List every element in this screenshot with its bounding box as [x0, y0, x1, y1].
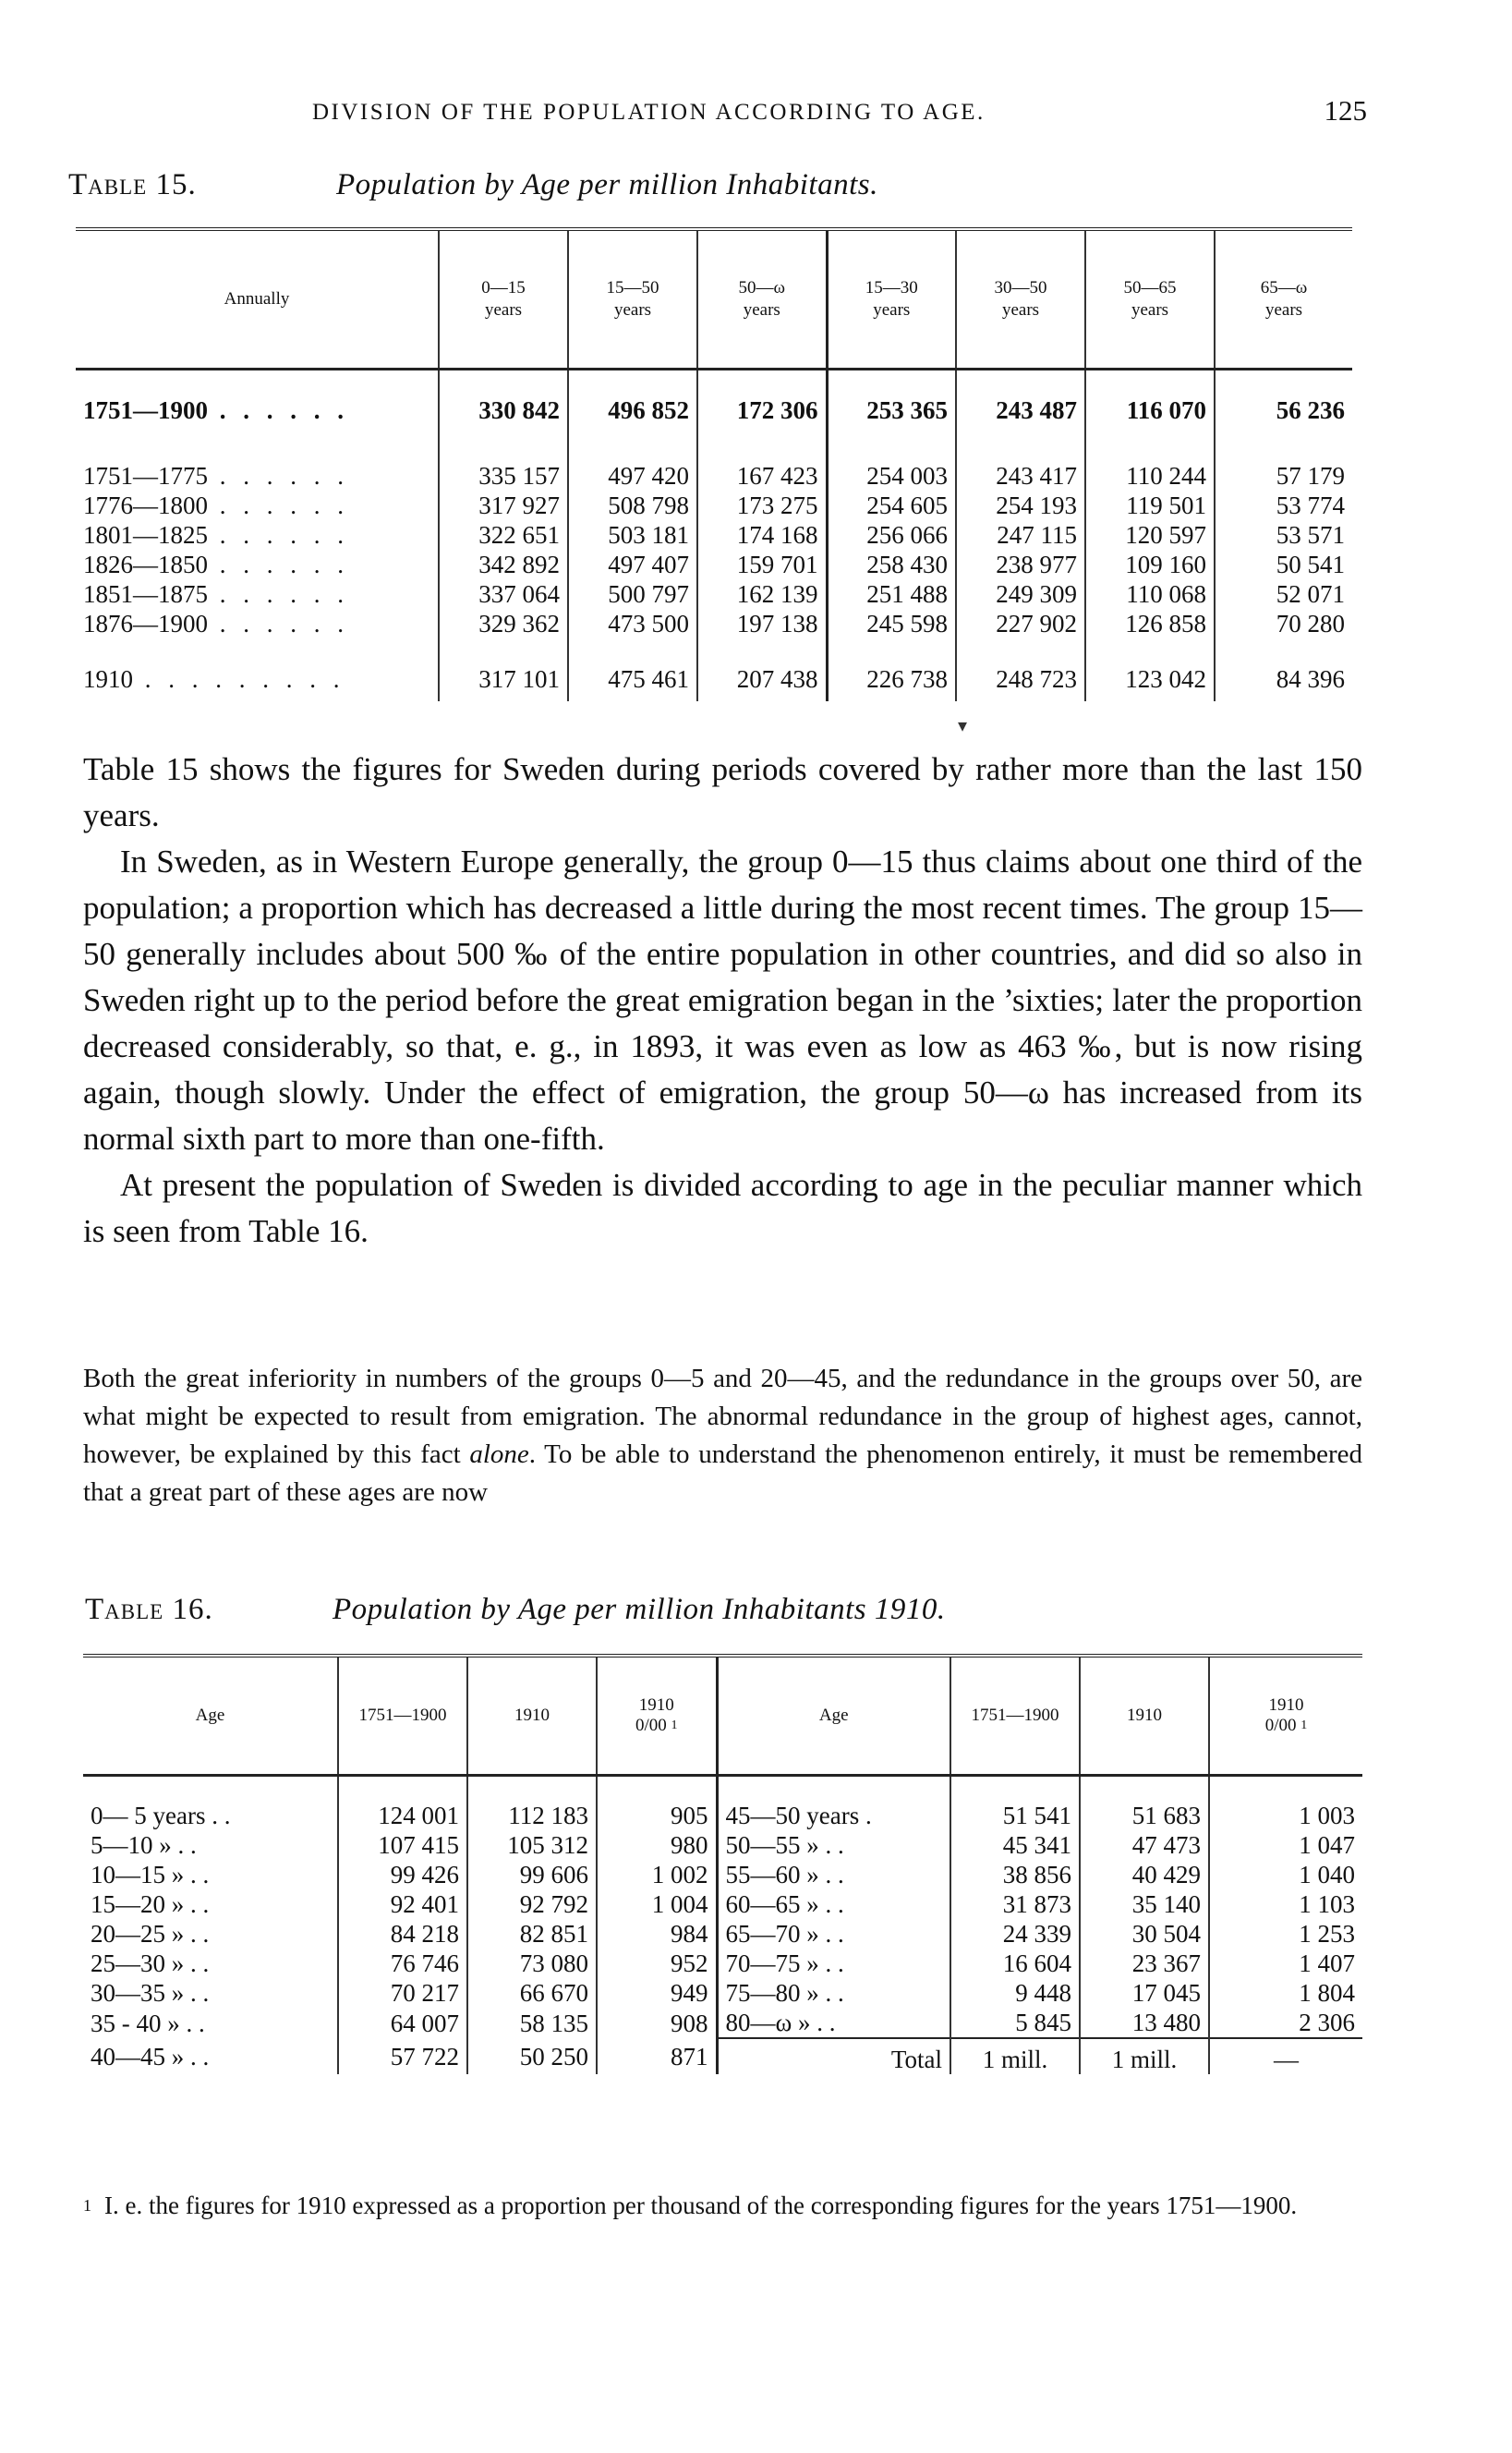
value-1910: 66 670: [467, 1978, 597, 2008]
value-1751-1900: 9 448: [950, 1978, 1080, 2008]
footnote-text: I. e. the figures for 1910 expressed as a proportion per thousand of the corresponding figures for the years 1751—1900.: [104, 2192, 1298, 2219]
age-cell: 30—35 » . .: [91, 1979, 210, 2007]
header-1751-1900-left: 1751—1900: [338, 1656, 467, 1776]
period-cell: [76, 550, 439, 579]
value-cell: 251 488: [827, 579, 956, 609]
value-cell: 52 071: [1215, 579, 1352, 609]
table15: [76, 227, 1352, 701]
value-cell: 335 157: [439, 444, 568, 491]
value-1751-1900: 107 415: [338, 1830, 467, 1860]
value-cell: 342 892: [439, 550, 568, 579]
value-cell: 53 774: [1215, 491, 1352, 520]
age-cell: 5—10 » . .: [91, 1831, 197, 1859]
value-cell: 109 160: [1085, 550, 1215, 579]
table-row: [83, 1978, 1362, 2008]
value-1910: 58 135: [467, 2008, 597, 2038]
period-cell: [76, 609, 439, 651]
value-1751-1900: 64 007: [338, 2008, 467, 2038]
table15-caption: [68, 168, 1361, 210]
table16-title: Population by Age per million Inhabitants 1910.: [333, 1593, 946, 1626]
value-1910: 13 480: [1080, 2008, 1209, 2038]
small-paragraph-after: . To be able to understand the phenomenon entirely, it must be remembered that a great part of these ages are now: [83, 1439, 1362, 1507]
header-15-30: [827, 229, 956, 370]
value-1751-1900: 57 722: [338, 2038, 467, 2074]
table-row: [83, 1949, 1362, 1978]
value-1751-1900: 31 873: [950, 1889, 1080, 1919]
value-cell: 254 605: [827, 491, 956, 520]
table16-caption: [85, 1593, 1378, 1634]
header-permille-right: 1910 0/00 $^1$: [1209, 1656, 1362, 1776]
value-permille: 1 804: [1209, 1978, 1362, 2008]
value-cell: 475 461: [568, 651, 697, 701]
value-permille: 1 103: [1209, 1889, 1362, 1919]
header-age-left: Age: [83, 1656, 338, 1776]
value-cell: 508 798: [568, 491, 697, 520]
value-cell: 256 066: [827, 520, 956, 550]
header-50-65: [1085, 229, 1215, 370]
value-1751-1900: 5 845: [950, 2008, 1080, 2038]
value-cell: 207 438: [697, 651, 827, 701]
table-row: [76, 491, 1352, 520]
value-cell: 167 423: [697, 444, 827, 491]
header-text: years: [484, 300, 523, 320]
value-1751-1900: 24 339: [950, 1919, 1080, 1949]
value-1751-1900: 99 426: [338, 1860, 467, 1889]
value-1910: 35 140: [1080, 1889, 1209, 1919]
value-cell: 243 487: [956, 370, 1085, 445]
table16-body: [83, 1776, 1362, 2075]
age-cell: 80—ω » . .: [717, 2008, 950, 2038]
value-cell: 258 430: [827, 550, 956, 579]
table-row: [76, 579, 1352, 609]
age-cell: 10—15 » . .: [91, 1861, 210, 1888]
age-cell: 25—30 » . .: [91, 1949, 210, 1977]
table-row: [76, 651, 1352, 701]
header-text: 50—65: [1123, 278, 1177, 298]
value-permille: 2 306: [1209, 2008, 1362, 2038]
header-text: 0—15: [481, 278, 526, 298]
period-cell: [76, 651, 439, 701]
value-cell: 249 309: [956, 579, 1085, 609]
header-text: 30—50: [994, 278, 1047, 298]
value-permille: 871: [597, 2038, 717, 2074]
value-cell: 248 723: [956, 651, 1085, 701]
value-cell: 226 738: [827, 651, 956, 701]
header-text: years: [873, 300, 911, 320]
value-cell: 53 571: [1215, 520, 1352, 550]
value-permille: 908: [597, 2008, 717, 2038]
value-permille: 1 040: [1209, 1860, 1362, 1889]
header-annually: [76, 229, 439, 370]
table-row: [76, 550, 1352, 579]
header-text: years: [743, 300, 780, 320]
value-cell: 500 797: [568, 579, 697, 609]
value-cell: 119 501: [1085, 491, 1215, 520]
age-cell: 40—45 » . .: [91, 2042, 210, 2070]
value-cell: 174 168: [697, 520, 827, 550]
value-cell: 254 193: [956, 491, 1085, 520]
value-cell: 322 651: [439, 520, 568, 550]
footnote: [83, 2188, 1376, 2224]
leader-dots: . . . . . . . . .: [133, 665, 345, 693]
value-cell: 330 842: [439, 370, 568, 445]
value-cell: 254 003: [827, 444, 956, 491]
table-row: [76, 520, 1352, 550]
header-text: 65—ω: [1260, 278, 1308, 298]
value-1910: 40 429: [1080, 1860, 1209, 1889]
total-permille: —: [1209, 2038, 1362, 2074]
table16-label: Table 16.: [85, 1593, 213, 1626]
value-cell: 57 179: [1215, 444, 1352, 491]
period-cell: [76, 579, 439, 609]
value-1751-1900: 45 341: [950, 1830, 1080, 1860]
period-cell: [76, 491, 439, 520]
value-1751-1900: 124 001: [338, 1776, 467, 1831]
value-cell: 50 541: [1215, 550, 1352, 579]
body-text: [83, 747, 1362, 1255]
period-label: 1876—1900: [83, 610, 208, 638]
value-cell: 317 927: [439, 491, 568, 520]
header-1910-right: 1910: [1080, 1656, 1209, 1776]
value-1910: 92 792: [467, 1889, 597, 1919]
header-0-15: [439, 229, 568, 370]
leader-dots: . . . . . .: [208, 521, 349, 549]
header-1910-left: 1910: [467, 1656, 597, 1776]
header-30-50: [956, 229, 1085, 370]
header-text: 15—30: [865, 278, 918, 298]
value-permille: 1 047: [1209, 1830, 1362, 1860]
value-cell: 497 407: [568, 550, 697, 579]
period-label: 1751—1775: [83, 462, 208, 490]
table-row: [76, 370, 1352, 445]
value-permille: 1 004: [597, 1889, 717, 1919]
value-cell: 172 306: [697, 370, 827, 445]
header-text: years: [1001, 300, 1040, 320]
period-label: 1776—1800: [83, 492, 208, 519]
value-cell: 253 365: [827, 370, 956, 445]
value-1910: 112 183: [467, 1776, 597, 1831]
value-1910: 73 080: [467, 1949, 597, 1978]
age-cell: 60—65 » . .: [717, 1889, 950, 1919]
value-1751-1900: 76 746: [338, 1949, 467, 1978]
running-head: [83, 94, 1367, 131]
table-row: [83, 1776, 1362, 1831]
header-text: Annually: [224, 289, 290, 309]
value-1910: 105 312: [467, 1830, 597, 1860]
leader-dots: . . . . . .: [208, 610, 349, 638]
value-permille: 984: [597, 1919, 717, 1949]
value-1910: 82 851: [467, 1919, 597, 1949]
table-row: [83, 2008, 1362, 2038]
total-1751-1900: 1 mill.: [950, 2038, 1080, 2074]
age-cell: 75—80 » . .: [717, 1978, 950, 2008]
table-row: [83, 1860, 1362, 1889]
value-permille: 1 407: [1209, 1949, 1362, 1978]
value-cell: 123 042: [1085, 651, 1215, 701]
total-1910: 1 mill.: [1080, 2038, 1209, 2074]
value-1910: 47 473: [1080, 1830, 1209, 1860]
value-cell: 497 420: [568, 444, 697, 491]
period-label: 1826—1850: [83, 551, 208, 578]
value-cell: 70 280: [1215, 609, 1352, 651]
value-permille: 980: [597, 1830, 717, 1860]
value-cell: 317 101: [439, 651, 568, 701]
value-cell: 227 902: [956, 609, 1085, 651]
period-label: 1801—1825: [83, 521, 208, 549]
period-cell: [76, 444, 439, 491]
value-1910: 50 250: [467, 2038, 597, 2074]
table16: [83, 1654, 1362, 2074]
value-permille: 952: [597, 1949, 717, 1978]
header-15-50: [568, 229, 697, 370]
value-cell: 473 500: [568, 609, 697, 651]
header-65-omega: [1215, 229, 1352, 370]
header-text: 50—ω: [738, 278, 785, 298]
table15-body: [76, 370, 1352, 702]
age-cell: 55—60 » . .: [717, 1860, 950, 1889]
value-cell: 159 701: [697, 550, 827, 579]
header-permille-left: 1910 0/00 $^1$: [597, 1656, 717, 1776]
value-cell: 245 598: [827, 609, 956, 651]
value-1751-1900: 70 217: [338, 1978, 467, 2008]
leader-dots: . . . . . .: [208, 492, 349, 519]
paragraph-3: At present the population of Sweden is divided according to age in the peculiar manner which is seen from Table 16.: [83, 1167, 1362, 1249]
age-cell: 20—25 » . .: [91, 1920, 210, 1948]
table-row: [76, 444, 1352, 491]
value-cell: 56 236: [1215, 370, 1352, 445]
paragraph-1: Table 15 shows the figures for Sweden during periods covered by rather more than the last 150 years.: [83, 751, 1362, 833]
leader-dots: . . . . . .: [208, 462, 349, 490]
value-cell: 110 244: [1085, 444, 1215, 491]
header-age-right: Age: [717, 1656, 950, 1776]
small-paragraph: [83, 1360, 1362, 1512]
value-1910: 99 606: [467, 1860, 597, 1889]
period-cell: [76, 370, 439, 445]
value-cell: 162 139: [697, 579, 827, 609]
value-cell: 116 070: [1085, 370, 1215, 445]
leader-dots: . . . . . .: [208, 396, 349, 424]
value-permille: 1 003: [1209, 1776, 1362, 1831]
table-row: [83, 1889, 1362, 1919]
table15-label: Table 15.: [68, 168, 197, 201]
small-paragraph-before: Both the great inferiority in numbers of the groups 0—5 and 20—45, and the redundance in the groups over 50, are what might be expected to result from emigration. The abnormal redundance in the group of highest ages, cannot, however, be explained by this fact: [83, 1364, 1362, 1469]
table-row: [83, 2038, 1362, 2074]
running-title: DIVISION OF THE POPULATION ACCORDING TO AGE.: [312, 100, 986, 125]
header-1751-1900-right: 1751—1900: [950, 1656, 1080, 1776]
age-cell: 70—75 » . .: [717, 1949, 950, 1978]
value-permille: 949: [597, 1978, 717, 2008]
page-number: 125: [1324, 94, 1367, 127]
value-cell: 84 396: [1215, 651, 1352, 701]
small-paragraph-emphasis: alone: [469, 1439, 529, 1469]
value-cell: 120 597: [1085, 520, 1215, 550]
value-1751-1900: 38 856: [950, 1860, 1080, 1889]
table-row: [83, 1919, 1362, 1949]
footnote-mark: 1: [83, 2196, 91, 2215]
header-text: years: [613, 300, 652, 320]
table-row: [83, 1830, 1362, 1860]
table16-header-row: [83, 1656, 1362, 1776]
value-cell: 173 275: [697, 491, 827, 520]
value-1910: 23 367: [1080, 1949, 1209, 1978]
age-cell: 15—20 » . .: [91, 1890, 210, 1918]
table15-title: Population by Age per million Inhabitants.: [336, 168, 878, 201]
value-permille: 1 253: [1209, 1919, 1362, 1949]
table-row: [76, 609, 1352, 651]
leader-dots: . . . . . .: [208, 580, 349, 608]
age-cell: 45—50 years .: [717, 1776, 950, 1831]
period-label: 1910: [83, 665, 133, 693]
value-cell: 197 138: [697, 609, 827, 651]
value-permille: 1 002: [597, 1860, 717, 1889]
paragraph-2: In Sweden, as in Western Europe generally, the group 0—15 thus claims about one third of the population; a proportion which has decreased a little during the most recent times. The group 15—50 generally includes about 500 ‰ of the entire population in other countries, and did so also in Sweden right up to the period before the great emigration began in the ’sixties; later the proportion decreased considerably, so that, e. g., in 1893, it was even as low as 463 ‰, but is now rising again, though slowly. Under the effect of emigration, the group 50—ω has increased from its normal sixth part to more than one-fifth.: [83, 844, 1362, 1157]
header-text: 15—50: [606, 278, 659, 298]
age-cell: 50—55 » . .: [717, 1830, 950, 1860]
value-1910: 17 045: [1080, 1978, 1209, 2008]
period-label: 1851—1875: [83, 580, 208, 608]
age-cell: 35 - 40 » . .: [91, 2009, 205, 2037]
value-1910: 30 504: [1080, 1919, 1209, 1949]
total-label: Total: [717, 2038, 950, 2074]
value-1910: 51 683: [1080, 1776, 1209, 1831]
value-cell: 337 064: [439, 579, 568, 609]
value-cell: 243 417: [956, 444, 1085, 491]
period-label: 1751—1900: [83, 396, 208, 424]
value-cell: 329 362: [439, 609, 568, 651]
value-cell: 238 977: [956, 550, 1085, 579]
value-cell: 503 181: [568, 520, 697, 550]
value-permille: 905: [597, 1776, 717, 1831]
table15-header-row: [76, 229, 1352, 370]
age-cell: 0— 5 years . .: [91, 1802, 231, 1829]
period-cell: [76, 520, 439, 550]
age-cell: 65—70 » . .: [717, 1919, 950, 1949]
header-text: years: [1131, 300, 1169, 320]
value-1751-1900: 92 401: [338, 1889, 467, 1919]
header-text: years: [1264, 300, 1303, 320]
value-cell: 496 852: [568, 370, 697, 445]
value-1751-1900: 84 218: [338, 1919, 467, 1949]
leader-dots: . . . . . .: [208, 551, 349, 578]
value-cell: 126 858: [1085, 609, 1215, 651]
value-cell: 247 115: [956, 520, 1085, 550]
header-50-omega: [697, 229, 827, 370]
value-1751-1900: 16 604: [950, 1949, 1080, 1978]
value-cell: 110 068: [1085, 579, 1215, 609]
value-1751-1900: 51 541: [950, 1776, 1080, 1831]
ornament-mark: ▾: [958, 716, 968, 736]
